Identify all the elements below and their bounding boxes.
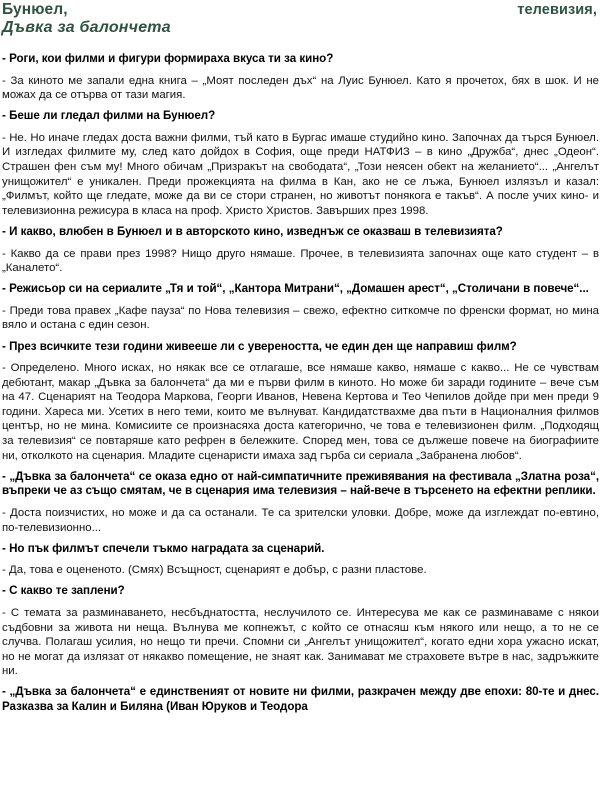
interview-answer: - Какво да се прави през 1998? Нищо друго нямаше. Прочее, в телевизията започнах още като студент – в „Каналето“.	[2, 247, 599, 275]
interview-question: - През всичките тези години живееше ли с увереността, че един ден ще направиш филм?	[2, 339, 517, 353]
article-body	[0, 52, 600, 715]
interview-answer: - С темата за разминаването, несбъднатостта, неслучилото се. Интересува ме как се разминаваме с някои съдбовни за живота ни неща. Вълнува ме копнежът, с който се отнасяш към някого или нещо, а то не се случва. Полагаш усилия, но нещо ти пречи. Спомни си „Ангелът унищожител“, когато едни хора ужасно искат, но не могат да излязат от някакво помещение, не знаят как. Занимават ме страховете вътре в нас, задръжките ни.	[2, 606, 599, 678]
interview-question: - Роги, кои филми и фигури формираха вкуса ти за кино?	[2, 52, 334, 65]
interview-question: - Режисьор си на сериалите „Тя и той“, „Кантора Митрани“, „Домашен арест“, „Столичани в повече“...	[2, 282, 589, 296]
interview-answer: - Преди това правех „Кафе пауза“ по Нова телевизия – свежо, ефектно ситкомче по френски формат, но мина вяло и остана с един сезон.	[2, 304, 599, 332]
interview-answer: - Не. Но иначе гледах доста важни филми, тъй като в Бургас имаше студийно кино. Започнах да търся Бунюел. И изгледах филмите му, след като дойдох в София, още преди НАТФИЗ – в кино „Дружба“, днес „Одеон“. Страшен фен съм му! Много обичам „Призракът на свободата“, „Този неясен обект на желанието“... „Ангелът унищожител“ е уникален. Преди прожекцията на филма в Кан, ако не се лъжа, Бунюел излязъл и казал: „Филмът, който ще гледате, може да ви се стори странен, но животът понякога е такъв“. А после учих кино- и телевизионна режисура в класа на проф. Христо Христов. Завърших през 1998.	[2, 131, 599, 217]
masthead	[0, 0, 600, 52]
interview-question: - Но пък филмът спечели тъкмо наградата за сценарий.	[2, 541, 325, 555]
interview-question: - „Дъвка за балончета“ е единственият от новите ни филми, разкрачен между две епохи: 80-те и днес. Разказва за Калин и Биляна (Иван Юруков и Теодора	[2, 685, 599, 713]
interview-question: - Беше ли гледал филми на Бунюел?	[2, 109, 216, 123]
masthead-title-left: Бунюел,	[2, 1, 68, 18]
masthead-subtitle: Дъвка за балончета	[2, 19, 171, 37]
interview-answer: - За киното ме запали една книга – „Моят последен дъх“ на Луис Бунюел. Като я прочетох, бях в шок. И не можах да се отърва от тази магия.	[2, 74, 599, 102]
interview-question: - С какво те заплени?	[2, 584, 125, 598]
interview-question: - И какво, влюбен в Бунюел и в авторското кино, изведнъж се оказваш в телевизията?	[2, 224, 503, 238]
interview-answer: - Доста поизчистих, но може и да са останали. Те са зрителски уловки. Добре, може да изглеждат по-евтино, по-телевизионно...	[2, 506, 599, 534]
masthead-top-row	[2, 2, 598, 18]
masthead-title-right: телевизия,	[517, 2, 597, 18]
interview-answer: - Да, това е оцененото. (Смях) Всъщност, сценарият е добър, с разни пластове.	[2, 564, 427, 577]
interview-answer: - Определено. Много исках, но някак все се отлагаше, все нямаше какво, нямаше с какво... Не се чувствам дебютант, макар „Дъвка за балончета“ да ми е първи филм в киното. Но може би заради годините – вече съм на 47. Сценарият на Теодора Маркова, Георги Иванов, Невена Кертова и Тео Чепилов дойде при мен преди 9 години. Хареса ми. Усетих в него теми, които ме вълнуват. Кандидатствахме два пъти в Националния филмов център, но не мина. Комисиите се произнасяха доста категорично, че това е телевизионен филм. „Подходящ за телевизия“ се повтаряше като рефрен в бележките. Според мен, това се дължеше повече на биографиите ни, отколкото на сценария. Младите сценаристи имаха зад гърба си сериала „Забранена любов“.	[2, 362, 599, 462]
interview-question: - „Дъвка за балончета“ се оказа едно от най-симпатичните преживявания на фестивала „Златна роза“, въпреки че аз също смятам, че в сценария има телевизия – най-вече в търсенето на ефектни реплики.	[2, 469, 599, 498]
